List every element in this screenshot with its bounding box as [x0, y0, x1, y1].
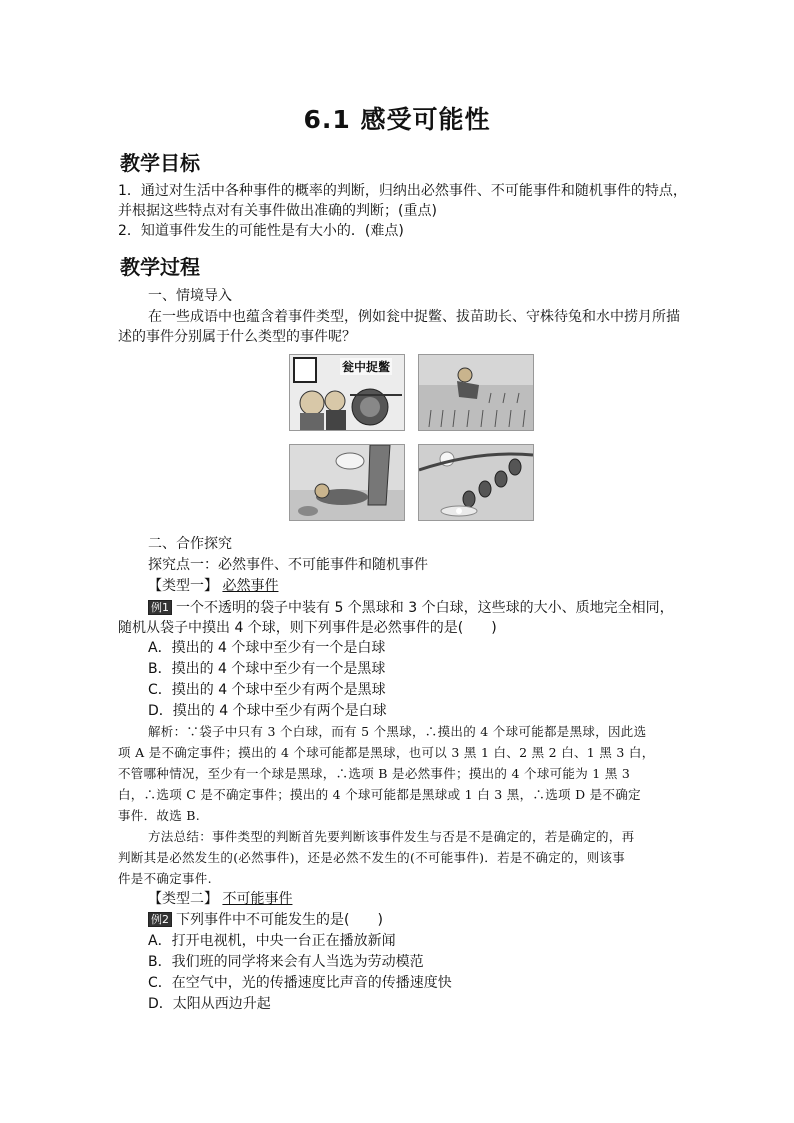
- analysis-line-1: 解析：∵袋子中只有 3 个白球，而有 5 个黑球，∴摸出的 4 个球可能都是黑球，因此选: [148, 724, 647, 739]
- goal-line-2: 并根据这些特点对有关事件做出准确的判断；(重点): [118, 203, 437, 219]
- example2-option-a: A．打开电视机，中央一台正在播放新闻: [148, 933, 396, 949]
- type2-label: 【类型二】: [148, 891, 218, 907]
- fish-moon-image: [419, 445, 533, 520]
- analysis-line-5: 事件．故选 B.: [118, 808, 201, 823]
- example2-option-d: D．太阳从西边升起: [148, 996, 271, 1012]
- goal-line-3: 2．知道事件发生的可能性是有大小的．(难点): [118, 223, 404, 239]
- type2-name: 不可能事件: [222, 891, 293, 907]
- explore-point-1: 探究点一：必然事件、不可能事件和随机事件: [148, 557, 428, 573]
- example2-tag: 例2: [148, 912, 172, 927]
- type2-heading: [148, 889, 292, 909]
- analysis-line-4: 白，∴选项 C 是不确定事件；摸出的 4 个球可能都是黑球或 1 白 3 黑，∴选项 D 是不确定: [118, 787, 641, 802]
- illustration-pull-seedlings: [418, 354, 534, 431]
- intro-line-1: 在一些成语中也蕴含着事件类型，例如瓮中捉鳖、拔苗助长、守株待兔和水中捞月所描: [148, 309, 680, 325]
- example2-option-b: B．我们班的同学将来会有人当选为劳动模范: [148, 954, 424, 970]
- illustration-wait-rabbit: [289, 444, 405, 521]
- subheading-intro: 一、情境导入: [148, 288, 232, 304]
- intro-line-2: 述的事件分别属于什么类型的事件呢？: [118, 329, 356, 345]
- example1-line-2: 随机从袋子中摸出 4 个球，则下列事件是必然事件的是( ): [118, 620, 497, 636]
- summary-line-3: 件是不确定事件.: [118, 871, 212, 886]
- example1-text-1: 一个不透明的袋子中装有 5 个黑球和 3 个白球，这些球的大小、质地完全相同，: [176, 600, 674, 616]
- example1-option-c: C．摸出的 4 个球中至少有两个是黑球: [148, 682, 386, 698]
- illustration-catch-turtle: [289, 354, 405, 431]
- heading-teaching-goals: 教学目标: [120, 151, 200, 175]
- goal-line-1: 1．通过对生活中各种事件的概率的判断，归纳出必然事件、不可能事件和随机事件的特点，: [118, 183, 687, 199]
- wait-rabbit-image: [290, 445, 404, 520]
- illustration-fish-moon: [418, 444, 534, 521]
- example1-option-a: A．摸出的 4 个球中至少有一个是白球: [148, 640, 386, 656]
- analysis-line-2: 项 A 是不确定事件；摸出的 4 个球可能都是黑球，也可以 3 黑 1 白、2 黑 2 白、1 黑 3 白，: [118, 745, 655, 760]
- page-title: 6.1 感受可能性: [303, 105, 491, 134]
- example2-question: [148, 910, 383, 930]
- type1-label: 【类型一】: [148, 578, 218, 594]
- analysis-line-3: 不管哪种情况，至少有一个球是黑球，∴选项 B 是必然事件；摸出的 4 个球可能为 1 黑 3: [118, 766, 631, 781]
- illustration-caption: 瓮中捉鳖: [342, 360, 391, 374]
- example1-option-d: D．摸出的 4 个球中至少有两个是白球: [148, 703, 387, 719]
- example1-option-b: B．摸出的 4 个球中至少有一个是黑球: [148, 661, 386, 677]
- type1-name: 必然事件: [222, 578, 279, 594]
- example2-text: 下列事件中不可能发生的是( ): [176, 912, 383, 928]
- example1-line-1: [148, 598, 674, 618]
- example1-tag: 例1: [148, 600, 172, 615]
- example2-option-c: C．在空气中，光的传播速度比声音的传播速度快: [148, 975, 452, 991]
- summary-line-1: 方法总结：事件类型的判断首先要判断该事件发生与否是不是确定的，若是确定的，再: [148, 829, 635, 844]
- pull-seedlings-image: [419, 355, 533, 430]
- summary-line-2: 判断其是必然发生的(必然事件)，还是必然不发生的(不可能事件)．若是不确定的，则该事: [118, 850, 626, 865]
- heading-teaching-process: 教学过程: [120, 255, 200, 279]
- subheading-explore: 二、合作探究: [148, 536, 232, 552]
- type1-heading: [148, 576, 278, 596]
